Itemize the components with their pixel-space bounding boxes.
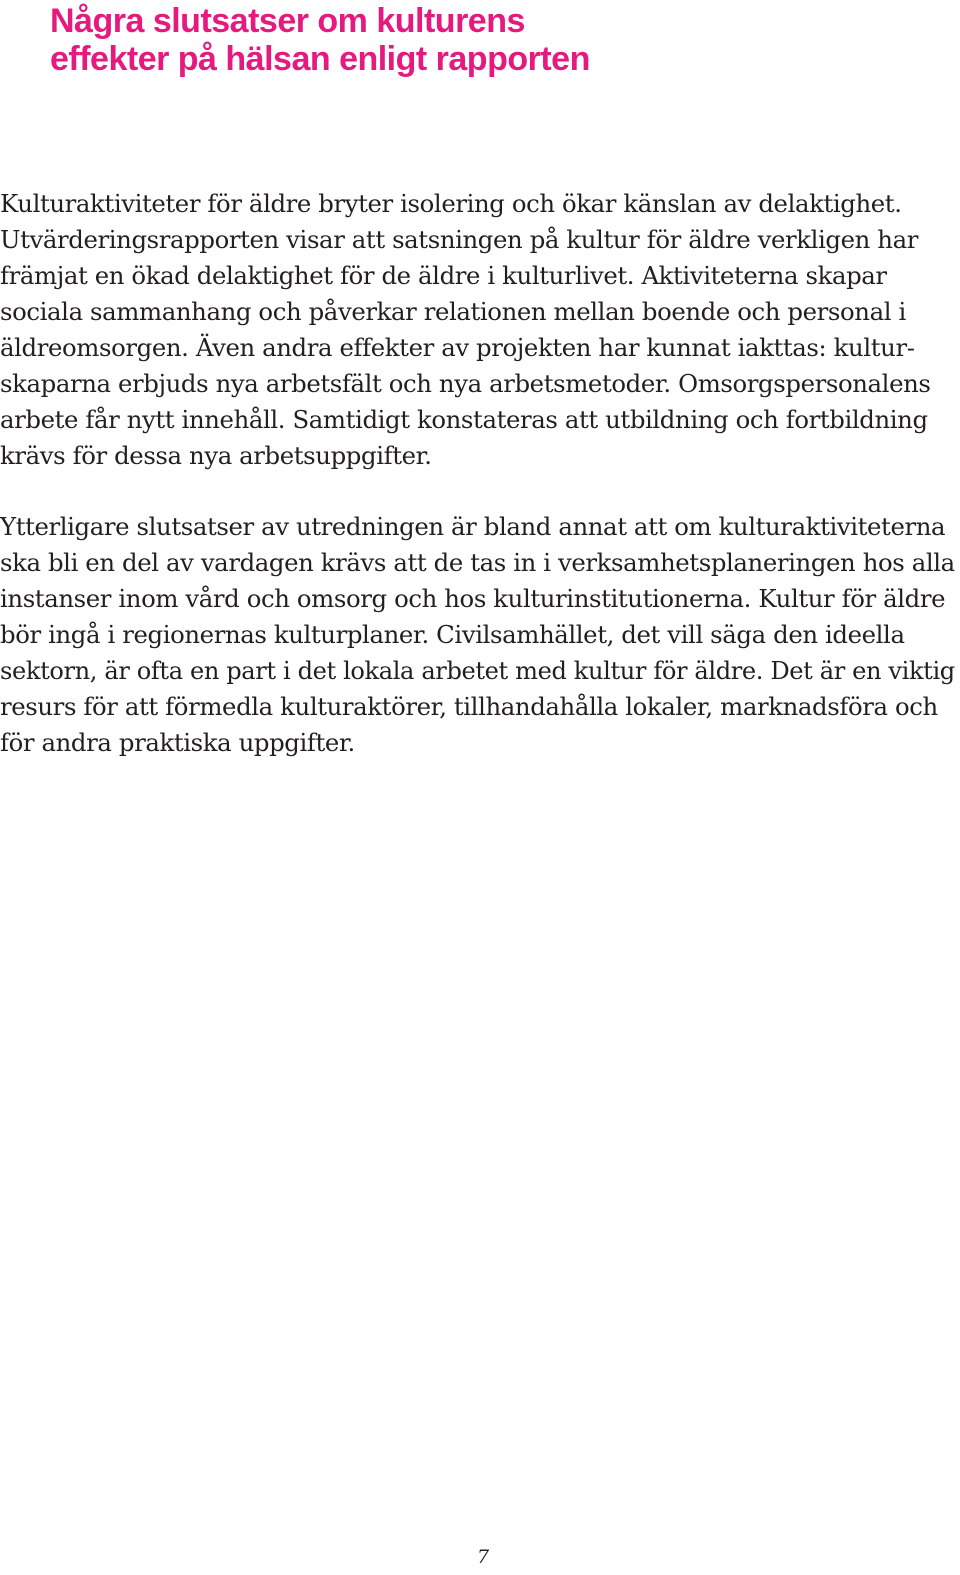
paragraph-line: bör ingå i regionernas kulturplaner. Civilsamhället, det vill säga den ideella: [0, 620, 905, 649]
paragraph-line: skaparna erbjuds nya arbetsfält och nya arbetsmetoder. Omsorgspersonalens: [0, 369, 931, 398]
paragraph-line: Ytterligare slutsatser av utredningen är bland annat att om kulturaktiviteterna: [0, 512, 946, 541]
paragraph-line: främjat en ökad delaktighet för de äldre i kulturlivet. Aktiviteterna skapar: [0, 261, 887, 290]
paragraph-line: Utvärderingsrapporten visar att satsningen på kultur för äldre verkligen har: [0, 225, 918, 254]
page-title: [50, 2, 590, 78]
page-title-line: Några slutsatser om kulturens: [50, 2, 525, 40]
paragraph-line: instanser inom vård och omsorg och hos kulturinstitutionerna. Kultur för äldre: [0, 584, 946, 613]
page-title-line: effekter på hälsan enligt rapporten: [50, 40, 590, 78]
paragraph-line: äldreomsorgen. Även andra effekter av projekten har kunnat iakttas: kultur-: [0, 333, 915, 362]
paragraph-line: för andra praktiska uppgifter.: [0, 728, 355, 757]
paragraph-line: sektorn, är ofta en part i det lokala arbetet med kultur för äldre. Det är en viktig: [0, 656, 955, 685]
paragraph-line: sociala sammanhang och påverkar relationen mellan boende och personal i: [0, 297, 906, 326]
paragraph-line: resurs för att förmedla kulturaktörer, tillhandahålla lokaler, marknadsföra och: [0, 692, 938, 721]
body-paragraph: [0, 186, 960, 474]
page-number: 7: [476, 1546, 490, 1568]
body-paragraph: [0, 509, 960, 761]
paragraph-line: krävs för dessa nya arbetsuppgifter.: [0, 441, 432, 470]
paragraph-line: Kulturaktiviteter för äldre bryter isolering och ökar känslan av delaktighet.: [0, 189, 902, 218]
paragraph-line: ska bli en del av vardagen krävs att de tas in i verksamhetsplaneringen hos alla: [0, 548, 955, 577]
paragraph-line: arbete får nytt innehåll. Samtidigt konstateras att utbildning och fortbildning: [0, 405, 928, 434]
